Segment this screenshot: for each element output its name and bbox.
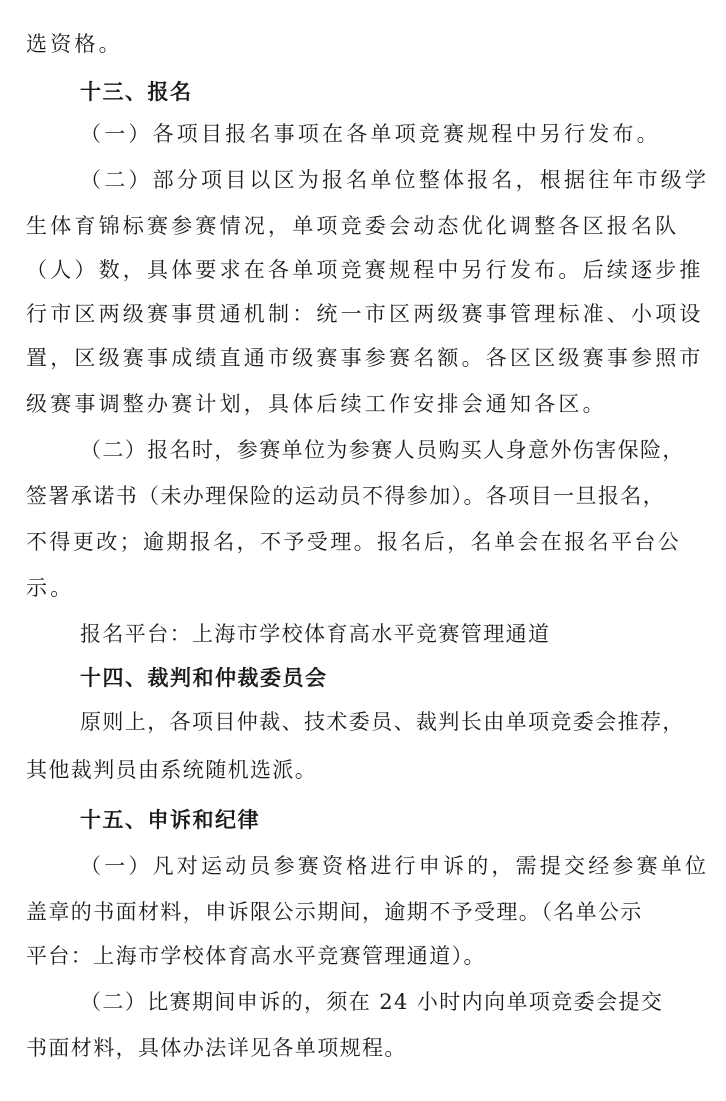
- section-13-heading: 十三、报名: [80, 80, 193, 104]
- section-13-item-1: （一）各项目报名事项在各单项竞赛规程中另行发布。: [80, 122, 661, 146]
- section-15-item-2-line: （二）比赛期间申诉的，须在 24 小时内向单项竞委会提交: [80, 990, 664, 1014]
- section-15-item-1-line: 盖章的书面材料，申诉限公示期间，逾期不予受理。（名单公示: [26, 900, 643, 924]
- section-14-heading: 十四、裁判和仲裁委员会: [80, 666, 328, 690]
- section-13-item-3-line: 不得更改；逾期报名，不予受理。报名后，名单会在报名平台公: [26, 530, 682, 554]
- section-13-item-3-line: （二）报名时，参赛单位为参赛人员购买人身意外伤害保险，: [80, 438, 685, 462]
- section-15-item-1-line: 平台：上海市学校体育高水平竞赛管理通道）。: [26, 944, 486, 968]
- section-14-line: 其他裁判员由系统随机选派。: [26, 758, 318, 782]
- section-13-item-2-line: 生体育锦标赛参赛情况，单项竞委会动态优化调整各区报名队: [26, 214, 680, 238]
- section-13-item-3-line: 签署承诺书（未办理保险的运动员不得参加）。各项目一旦报名，: [26, 484, 666, 508]
- section-13-item-2-line: （二）部分项目以区为报名单位整体报名，根据往年市级学: [80, 168, 710, 192]
- section-14-line: 原则上，各项目仲裁、技术委员、裁判长由单项竞委会推荐，: [80, 710, 685, 734]
- registration-platform: 报名平台：上海市学校体育高水平竞赛管理通道: [80, 622, 551, 646]
- section-13-item-2-line: 行市区两级赛事贯通机制：统一市区两级赛事管理标准、小项设: [26, 302, 704, 326]
- section-13-item-3-line: 示。: [26, 576, 75, 600]
- section-15-item-1-line: （一）凡对运动员参赛资格进行申诉的，需提交经参赛单位: [80, 854, 710, 878]
- paragraph-continuation: 选资格。: [26, 32, 123, 56]
- section-15-item-2-line: 书面材料，具体办法详见各单项规程。: [26, 1036, 407, 1060]
- section-13-item-2-line: 置，区级赛事成绩直通市级赛事参赛名额。各区区级赛事参照市: [26, 346, 704, 370]
- section-15-heading: 十五、申诉和纪律: [80, 808, 260, 832]
- section-13-item-2-line: （人）数，具体要求在各单项竞赛规程中另行发布。后续逐步推: [26, 258, 704, 282]
- section-13-item-2-line: 级赛事调整办赛计划，具体后续工作安排会通知各区。: [26, 392, 607, 416]
